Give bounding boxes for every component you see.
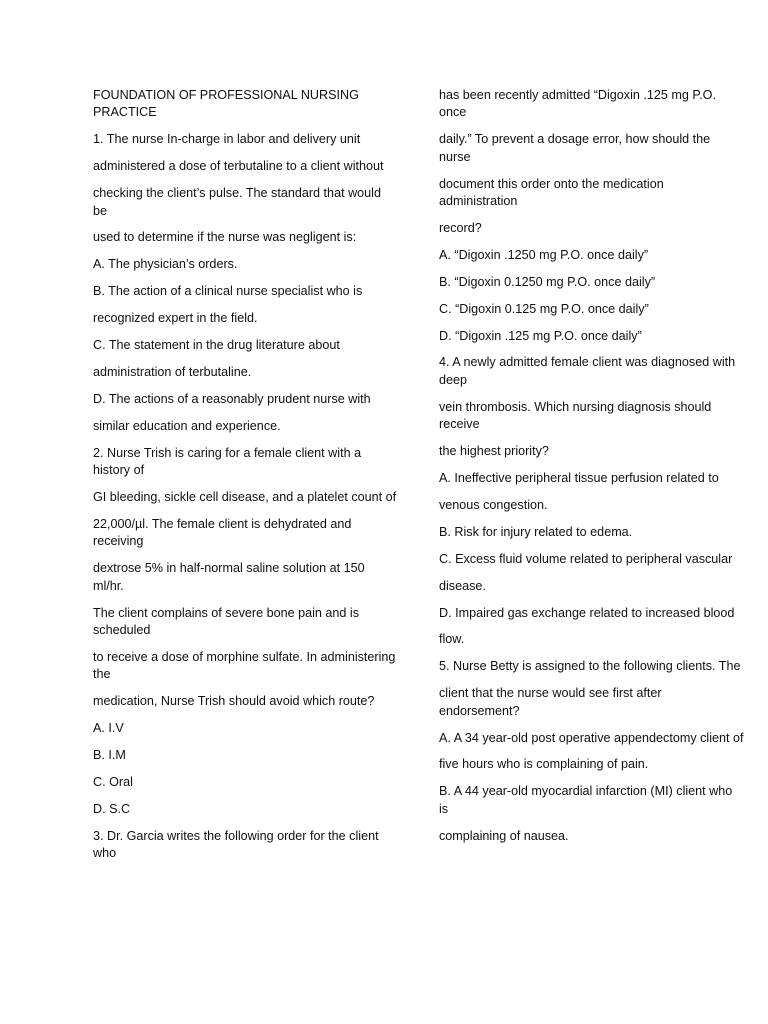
answer-option: B. Risk for injury related to edema. xyxy=(439,524,633,539)
question-2-line: 2. Nurse Trish is caring for a female client with a history of xyxy=(93,445,362,478)
question-4-line: 4. A newly admitted female client was diagnosed with deep xyxy=(439,355,736,387)
answer-option: A. Ineffective peripheral tissue perfusion related to xyxy=(439,471,719,485)
question-4-line: vein thrombosis. Which nursing diagnosis should receive xyxy=(439,399,712,432)
answer-option: A. “Digoxin .1250 mg P.O. once daily” xyxy=(439,247,649,262)
question-2-line: medication, Nurse Trish should avoid which route? xyxy=(93,694,375,709)
answer-option: C. The statement in the drug literature about xyxy=(93,338,340,353)
left-column xyxy=(93,87,398,872)
question-3-line: record? xyxy=(439,220,482,235)
question-3-line: 3. Dr. Garcia writes the following order for the client who xyxy=(93,828,379,861)
question-3-line: has been recently admitted “Digoxin .125 mg P.O. once xyxy=(439,88,716,120)
question-4-line: the highest priority? xyxy=(439,444,549,459)
question-2-line: GI bleeding, sickle cell disease, and a platelet count of xyxy=(93,490,397,504)
answer-option: B. A 44 year-old myocardial infarction (MI) client who is xyxy=(439,784,733,816)
answer-option: B. “Digoxin 0.1250 mg P.O. once daily” xyxy=(439,274,656,289)
answer-option: A. I.V xyxy=(93,721,124,736)
answer-option: C. “Digoxin 0.125 mg P.O. once daily” xyxy=(439,301,649,316)
answer-option: administration of terbutaline. xyxy=(93,364,252,379)
answer-option: B. The action of a clinical nurse specialist who is xyxy=(93,284,363,299)
answer-option: D. S.C xyxy=(93,801,131,816)
document-title: FOUNDATION OF PROFESSIONAL NURSING PRACTICE xyxy=(93,88,359,120)
answer-option: similar education and experience. xyxy=(93,418,281,433)
answer-option: disease. xyxy=(439,578,486,593)
question-1-line: administered a dose of terbutaline to a client without xyxy=(93,159,384,174)
answer-option: D. The actions of a reasonably prudent nurse with xyxy=(93,391,371,406)
question-1-line: used to determine if the nurse was negligent is: xyxy=(93,230,357,245)
question-1-line: 1. The nurse In-charge in labor and delivery unit xyxy=(93,132,361,147)
question-5-line: 5. Nurse Betty is assigned to the following clients. The xyxy=(439,659,741,674)
right-column xyxy=(439,87,744,855)
answer-option: complaining of nausea. xyxy=(439,828,569,843)
question-3-line: document this order onto the medication administration xyxy=(439,176,664,209)
answer-option: B. I.M xyxy=(93,747,126,762)
question-3-line: daily.” To prevent a dosage error, how should the nurse xyxy=(439,132,711,164)
answer-option: A. The physician’s orders. xyxy=(93,257,238,272)
answer-option: D. “Digoxin .125 mg P.O. once daily” xyxy=(439,328,642,343)
answer-option: recognized expert in the field. xyxy=(93,311,258,326)
question-2-line: dextrose 5% in half-normal saline solution at 150 ml/hr. xyxy=(93,561,365,593)
question-2-line: 22,000/µl. The female client is dehydrated and receiving xyxy=(93,516,352,549)
question-1-line: checking the client’s pulse. The standard that would be xyxy=(93,186,381,218)
answer-option: flow. xyxy=(439,632,465,647)
answer-option: D. Impaired gas exchange related to increased blood xyxy=(439,605,735,620)
answer-option: C. Oral xyxy=(93,774,133,789)
question-2-line: The client complains of severe bone pain and is scheduled xyxy=(93,605,360,637)
answer-option: C. Excess fluid volume related to peripheral vascular xyxy=(439,551,733,566)
question-5-line: client that the nurse would see first after endorsement? xyxy=(439,686,662,718)
answer-option: venous congestion. xyxy=(439,497,548,512)
question-2-line: to receive a dose of morphine sulfate. In administering the xyxy=(93,649,396,682)
answer-option: five hours who is complaining of pain. xyxy=(439,757,649,772)
answer-option: A. A 34 year-old post operative appendectomy client of xyxy=(439,730,744,745)
